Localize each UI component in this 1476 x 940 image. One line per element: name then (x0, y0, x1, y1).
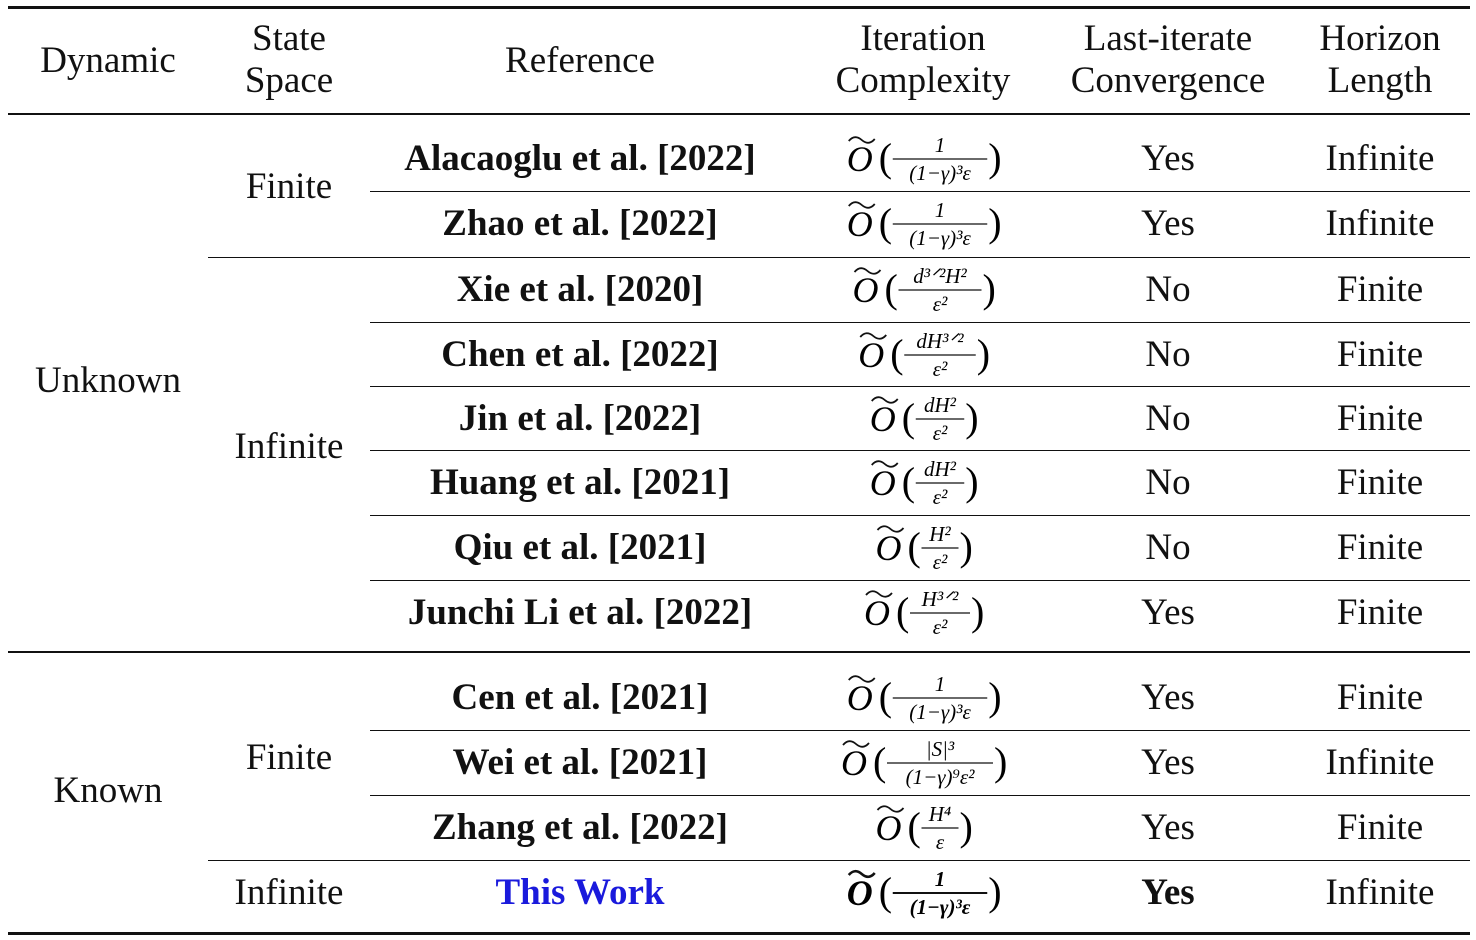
right-paren: ) (994, 739, 1008, 784)
reference-cell: This Work (495, 872, 665, 913)
complexity-cell (808, 127, 1038, 191)
complexity-formula (808, 451, 1038, 515)
fraction-denominator: ε² (932, 550, 948, 574)
right-paren: ) (988, 200, 1002, 245)
fraction-denominator: ε² (932, 615, 948, 639)
top-rule (8, 6, 1470, 9)
last-iterate-cell: Yes (1141, 872, 1195, 913)
complexity-cell (808, 796, 1038, 860)
complexity-formula (808, 666, 1038, 730)
reference-cell: Chen et al. [2022] (441, 334, 719, 375)
last-iterate-cell: Yes (1141, 807, 1195, 848)
reference-cell: Cen et al. [2021] (451, 677, 709, 718)
left-paren: ( (901, 395, 916, 440)
right-paren: ) (988, 135, 1002, 180)
right-paren: ) (976, 331, 991, 376)
big-o-symbol: O (875, 808, 902, 848)
fraction-denominator: ε² (932, 485, 948, 509)
horizon-cell: Finite (1336, 807, 1424, 848)
header-reference: Reference (505, 40, 655, 81)
big-o-symbol: O (846, 678, 873, 718)
fraction-numerator: 1 (934, 867, 946, 891)
complexity-cell (808, 666, 1038, 730)
reference-cell: Zhao et al. [2022] (442, 203, 718, 244)
big-o-symbol: O (846, 139, 873, 179)
reference-cell: Junchi Li et al. [2022] (407, 592, 753, 633)
right-paren: ) (965, 459, 979, 504)
horizon-cell: Infinite (1325, 742, 1435, 783)
complexity-cell (808, 387, 1038, 451)
left-paren: ( (878, 674, 893, 719)
fraction-numerator: 1 (934, 133, 946, 157)
header-last-iterate-line2: Convergence (1070, 60, 1266, 101)
horizon-cell: Finite (1336, 592, 1424, 633)
last-iterate-cell: No (1145, 527, 1191, 568)
reference-cell: Qiu et al. [2021] (453, 527, 707, 568)
last-iterate-cell: No (1145, 334, 1191, 375)
fraction-numerator: dH² (924, 457, 956, 481)
fraction-denominator: ε² (932, 292, 948, 316)
complexity-formula (808, 192, 1038, 256)
big-o-symbol: O (869, 399, 896, 439)
complexity-formula (808, 127, 1038, 191)
section-rule (8, 651, 1470, 653)
fraction-denominator: (1−γ)⁹ε² (905, 765, 975, 789)
complexity-cell (808, 516, 1038, 580)
header-rule (8, 113, 1470, 115)
last-iterate-cell: No (1145, 269, 1191, 310)
last-iterate-cell: Yes (1141, 742, 1195, 783)
fraction-denominator: (1−γ)³ε (909, 161, 971, 185)
bottom-rule (8, 932, 1470, 935)
big-o-symbol: O (846, 873, 873, 913)
header-iteration-line2: Complexity (835, 60, 1011, 101)
horizon-cell: Finite (1336, 269, 1424, 310)
state-infinite-known: Infinite (234, 872, 344, 913)
left-paren: ( (873, 739, 887, 784)
header-state-space-line2: Space (244, 60, 334, 101)
reference-cell: Huang et al. [2021] (429, 462, 731, 503)
complexity-cell (808, 731, 1038, 795)
big-o-symbol: O (869, 463, 896, 503)
left-paren: ( (901, 459, 916, 504)
fraction-numerator: H³ᐟ² (921, 587, 959, 611)
left-paren: ( (907, 804, 921, 849)
big-o-symbol: O (858, 335, 885, 375)
complexity-formula (808, 861, 1038, 925)
complexity-cell (808, 192, 1038, 256)
big-o-symbol: O (875, 528, 902, 568)
group-unknown: Unknown (35, 360, 181, 401)
reference-cell: Wei et al. [2021] (452, 742, 708, 783)
complexity-formula (808, 258, 1038, 322)
fraction-numerator: H⁴ (928, 802, 952, 826)
fraction-numerator: d³ᐟ²H² (913, 264, 967, 288)
horizon-cell: Infinite (1325, 203, 1435, 244)
complexity-formula (808, 323, 1038, 387)
fraction-numerator: dH³ᐟ² (916, 329, 964, 353)
last-iterate-cell: Yes (1141, 677, 1195, 718)
complexity-formula (808, 731, 1038, 795)
big-o-symbol: O (864, 593, 890, 633)
complexity-formula (808, 387, 1038, 451)
complexity-formula (808, 516, 1038, 580)
right-paren: ) (988, 674, 1002, 719)
left-paren: ( (896, 589, 910, 634)
fraction-numerator: H² (929, 522, 951, 546)
horizon-cell: Finite (1336, 398, 1424, 439)
state-infinite-unknown: Infinite (234, 426, 344, 467)
group-known: Known (53, 770, 163, 811)
state-finite-unknown: Finite (245, 166, 333, 207)
fraction-numerator: 1 (934, 198, 946, 222)
header-horizon-line2: Length (1327, 60, 1433, 101)
complexity-cell (808, 451, 1038, 515)
fraction-denominator: (1−γ)³ε (909, 895, 971, 919)
horizon-cell: Finite (1336, 527, 1424, 568)
reference-cell: Alacaoglu et al. [2022] (404, 138, 756, 179)
left-paren: ( (878, 135, 893, 180)
left-paren: ( (890, 331, 904, 376)
complexity-cell (808, 581, 1038, 645)
state-finite-known: Finite (245, 737, 333, 778)
left-paren: ( (878, 200, 893, 245)
last-iterate-cell: No (1145, 398, 1191, 439)
right-paren: ) (971, 589, 985, 634)
horizon-cell: Finite (1336, 677, 1424, 718)
left-paren: ( (884, 266, 898, 311)
fraction-numerator: dH² (924, 393, 956, 417)
left-paren: ( (878, 869, 893, 914)
header-last-iterate-line1: Last-iterate (1083, 18, 1253, 59)
horizon-cell: Finite (1336, 462, 1424, 503)
big-o-symbol: O (852, 270, 879, 310)
last-iterate-cell: Yes (1141, 592, 1195, 633)
big-o-symbol: O (846, 204, 873, 244)
horizon-cell: Infinite (1325, 138, 1435, 179)
right-paren: ) (959, 524, 973, 569)
reference-cell: Xie et al. [2020] (456, 269, 704, 310)
last-iterate-cell: Yes (1141, 138, 1195, 179)
fraction-denominator: (1−γ)³ε (909, 226, 971, 250)
fraction-numerator: |S|³ (925, 737, 955, 761)
comparison-table (8, 6, 1470, 936)
last-iterate-cell: Yes (1141, 203, 1195, 244)
horizon-cell: Infinite (1325, 872, 1435, 913)
right-paren: ) (982, 266, 996, 311)
header-horizon-line1: Horizon (1319, 18, 1441, 59)
fraction-denominator: ε (935, 830, 945, 854)
header-iteration-line1: Iteration (860, 18, 986, 59)
fraction-numerator: 1 (934, 672, 946, 696)
right-paren: ) (988, 869, 1002, 914)
fraction-denominator: (1−γ)³ε (909, 700, 971, 724)
header-state-space-line1: State (252, 18, 326, 59)
right-paren: ) (965, 395, 979, 440)
complexity-cell (808, 258, 1038, 322)
complexity-formula (808, 581, 1038, 645)
big-o-symbol: O (841, 743, 867, 783)
complexity-formula (808, 796, 1038, 860)
complexity-cell (808, 323, 1038, 387)
last-iterate-cell: No (1145, 462, 1191, 503)
reference-cell: Zhang et al. [2022] (432, 807, 728, 848)
reference-cell: Jin et al. [2022] (458, 398, 702, 439)
left-paren: ( (907, 524, 921, 569)
complexity-cell (808, 861, 1038, 925)
header-dynamic: Dynamic (40, 40, 176, 81)
horizon-cell: Finite (1336, 334, 1424, 375)
fraction-denominator: ε² (932, 421, 948, 445)
fraction-denominator: ε² (932, 357, 948, 381)
right-paren: ) (959, 804, 973, 849)
